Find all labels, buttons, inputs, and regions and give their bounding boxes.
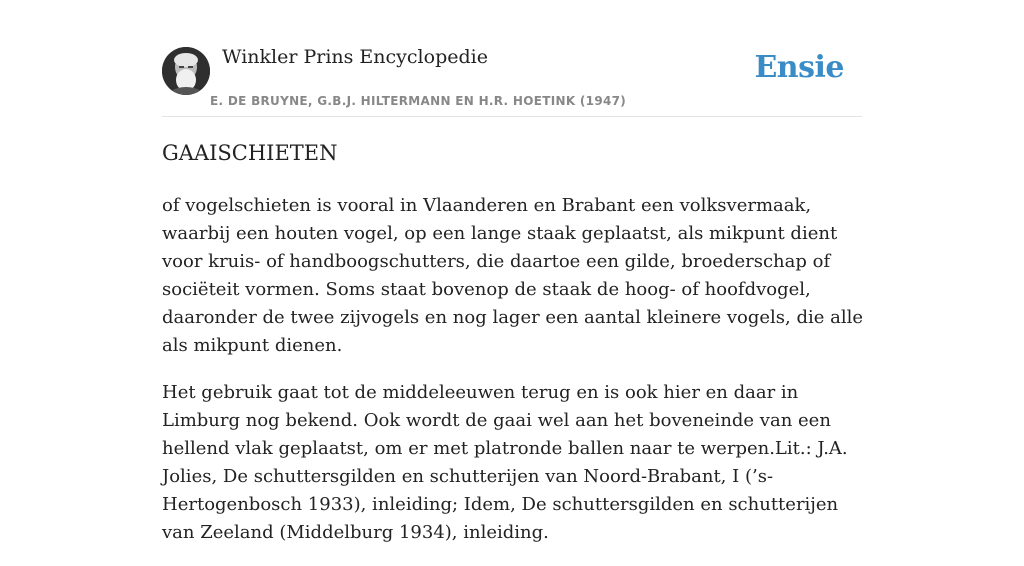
authors-line: E. DE BRUYNE, G.B.J. HILTERMANN EN H.R. HOETINK (1947) <box>210 94 627 108</box>
paragraph: of vogelschieten is vooral in Vlaanderen en Brabant een volksvermaak, waarbij een houten vogel, op een lange staak geplaatst, als mikpunt dient voor kruis- of handboogschutters, die daartoe een gilde, broederschap of sociëteit vormen. Soms staat bovenop de staak de hoog- of hoofdvogel, daaronder de twee zijvogels en nog lager een aantal kleinere vogels, die alle als mikpunt dienen. <box>162 195 864 356</box>
paragraph: Het gebruik gaat tot de middeleeuwen terug en is ook hier en daar in Limburg nog bekend. Ook wordt de gaai wel aan het boveneinde van een hellend vlak geplaatst, om er met platronde ballen naar te werpen.Lit.: J.A. Jolies, De schuttersgilden en schutterijen van Noord-Brabant, I (’s-Hertogenbosch 1933), inleiding; Idem, De schuttersgilden en schutterijen van Zeeland (Middelburg 1934), inleiding. <box>162 382 848 543</box>
article-body <box>162 192 866 566</box>
portrait-avatar-icon[interactable] <box>162 47 210 95</box>
source-title[interactable]: Winkler Prins Encyclopedie <box>222 46 488 68</box>
ensie-logo[interactable]: Ensie <box>754 50 844 85</box>
source-header <box>162 44 862 117</box>
article-title: GAAISCHIETEN <box>162 141 338 165</box>
